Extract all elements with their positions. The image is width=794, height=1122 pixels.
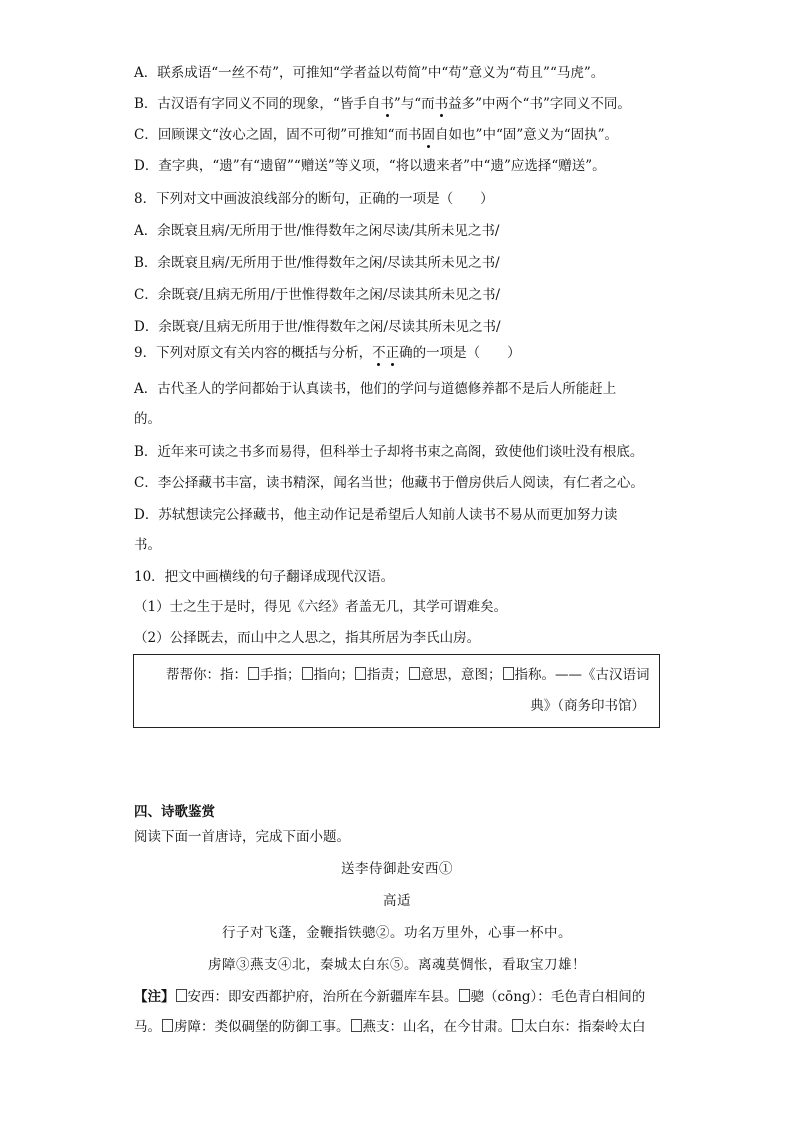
emphasis-dot-char: 书	[380, 96, 394, 112]
help-item-3: 指责；	[367, 667, 408, 683]
box-glyph-icon	[355, 667, 366, 680]
note-1: 安西：即安西都护府，治所在今新疆库车县。	[187, 989, 458, 1005]
box-glyph-icon	[302, 667, 313, 680]
help-box	[133, 654, 660, 728]
q7-option-b-text-3: 益多”中两个“书”字同义不同。	[448, 96, 631, 112]
help-line-1	[166, 666, 650, 684]
q7-option-b-text-2: ”与“而	[393, 96, 435, 112]
note-2: 骢（cōng）：毛色青白相间的	[470, 989, 646, 1005]
poem-author: 高适	[383, 893, 411, 909]
q9-stem	[134, 344, 521, 362]
box-glyph-icon	[162, 1019, 173, 1032]
q8-option-b: B．余既衰且病/无所用于世/惟得数年之闲/尽读其所未见之书/	[134, 255, 500, 271]
q8-stem: 8．下列对文中画波浪线部分的断句，正确的一项是（ ）	[134, 191, 494, 207]
note-3: 虏障：类似碉堡的防御工事。	[174, 1019, 350, 1035]
box-glyph-icon	[503, 667, 514, 680]
note-cont: 马。	[134, 1019, 161, 1035]
q7-option-a: A．联系成语“一丝不苟”，可推知“学者益以苟简”中“苟”意义为“苟且”“马虎”。	[134, 65, 605, 81]
emphasis-dot-char: 固	[421, 127, 436, 143]
q10-sentence-1: （1）士之生于是时，得见《六经》者盖无几，其学可谓难矣。	[134, 599, 508, 615]
q8-option-a: A．余既衰且病/无所用于世/惟得数年之闲尽读/其所未见之书/	[134, 223, 500, 239]
poem-title: 送李侍御赴安西①	[341, 861, 453, 877]
q9-option-d-line2: 书。	[134, 537, 161, 553]
q9-stem-text-1: 9．下列对原文有关内容的概括与分析，	[134, 345, 373, 361]
help-label: 帮帮你：指：	[166, 667, 247, 683]
q7-option-d: D．查字典，“遗”有“遗留”“赠送”等义项，“将以遗来者”中“遗”应选择“赠送”。	[134, 158, 606, 174]
q8-option-d: D．余既衰/且病无所用于世/惟得数年之闲/尽读其所未见之书/	[134, 319, 501, 335]
q10-stem: 10．把文中画横线的句子翻译成现代汉语。	[134, 569, 395, 585]
box-glyph-icon	[351, 1019, 362, 1032]
note-label: 【注】	[134, 989, 175, 1005]
q9-option-a-line2: 的。	[134, 411, 161, 427]
q7-option-b-text-1: B．古汉语有字同义不同的现象，“皆手自	[134, 96, 381, 112]
q7-option-c-text-1: C．回顾课文“汝心之固，固不可彻”可推知“而书	[134, 127, 422, 143]
q9-option-c: C．李公择藏书丰富，读书精深，闻名当世；他藏书于僧房供后人阅读，有仁者之心。	[134, 475, 644, 491]
q9-option-b: B．近年来可读之书多而易得，但科举士子却将书束之高阁，致使他们谈吐没有根底。	[134, 444, 644, 460]
box-glyph-icon	[512, 1019, 523, 1032]
section-heading: 四、诗歌鉴赏	[134, 804, 215, 820]
poem-note-line-2	[134, 1018, 646, 1036]
box-glyph-icon	[248, 667, 259, 680]
box-glyph-icon	[176, 989, 187, 1002]
help-line-2: 典》（商务印书馆）	[530, 698, 645, 714]
emphasis-dot-char: 正	[385, 345, 400, 361]
help-item-1: 手指；	[260, 667, 301, 683]
note-4: 燕支：山名，在今甘肃。	[362, 1019, 511, 1035]
help-item-5: 指称。——《古汉语词	[514, 667, 650, 683]
box-glyph-icon	[459, 989, 470, 1002]
q10-sentence-2: （2）公择既去，而山中之人思之，指其所居为李氏山房。	[134, 630, 481, 646]
help-item-4: 意思，意图；	[420, 667, 502, 683]
poem-line-1: 行子对飞蓬，金鞭指铁骢②。功名万里外，心事一杯中。	[222, 925, 572, 941]
emphasis-dot-char: 不	[372, 345, 386, 361]
q9-stem-text-2: 确的一项是（ ）	[399, 345, 521, 361]
emphasis-dot-char: 书	[434, 96, 449, 112]
poem-line-2: 虏障③燕支④北，秦城太白东⑤。离魂莫惆怅，看取宝刀雄！	[208, 957, 586, 973]
note-5: 太白东：指秦岭太白	[524, 1019, 646, 1035]
poem-note-line-1	[134, 988, 645, 1006]
help-item-2: 指向；	[313, 667, 354, 683]
q7-option-c	[134, 126, 618, 144]
box-glyph-icon	[409, 667, 420, 680]
q7-option-b	[134, 95, 631, 113]
section-intro: 阅读下面一首唐诗，完成下面小题。	[134, 829, 350, 845]
q8-option-c: C．余既衰/且病无所用/于世惟得数年之闲/尽读其所未见之书/	[134, 287, 501, 303]
q9-option-d-line1: D．苏轼想读完公择藏书，他主动作记是希望后人知前人读书不易从而更加努力读	[134, 507, 618, 523]
q9-option-a-line1: A．古代圣人的学问都始于认真读书，他们的学问与道德修养都不是后人所能赶上	[134, 381, 617, 397]
q7-option-c-text-2: 自如也”中“固”意义为“固执”。	[435, 127, 619, 143]
